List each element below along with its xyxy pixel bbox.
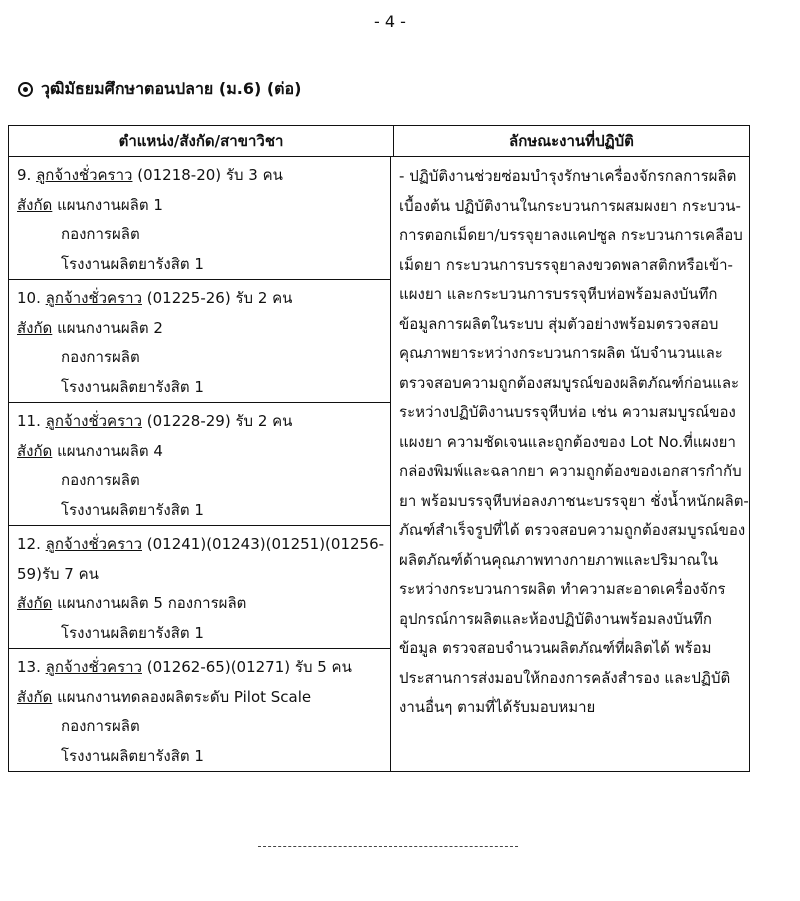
duties-line: - ปฏิบัติงานช่วยซ่อมบำรุงรักษาเครื่องจักรกลการผลิต xyxy=(399,167,737,185)
duties-line: ข้อมูลการผลิตในระบบ สุ่มตัวอย่างพร้อมตรวจสอบ xyxy=(399,314,719,333)
duties-line: เม็ดยา กระบวนการบรรจุยาลงขวดพลาสติกหรือเข้า- xyxy=(399,255,733,274)
entry-title-line xyxy=(17,530,384,560)
entry-number: 11. xyxy=(17,412,41,430)
affiliation-line xyxy=(17,589,384,619)
affiliation-line xyxy=(17,683,384,713)
duties-line: อุปกรณ์การผลิตและห้องปฏิบัติงานพร้อมลงบันทึก xyxy=(399,609,712,628)
position-name: ลูกจ้างชั่วคราว xyxy=(45,412,142,430)
entry-title-line xyxy=(17,284,384,314)
position-name: ลูกจ้างชั่วคราว xyxy=(45,289,142,307)
entry-title-line xyxy=(17,653,384,683)
division-line: กองการผลิต xyxy=(61,717,140,735)
position-entry-13 xyxy=(9,649,390,771)
duties-description xyxy=(399,162,749,723)
position-code: (01262-65)(01271) รับ 5 คน xyxy=(146,658,352,676)
affiliation-label: สังกัด xyxy=(17,441,53,460)
duties-line: ตรวจสอบความถูกต้องสมบูรณ์ของผลิตภัณฑ์ก่อนและ xyxy=(399,373,740,392)
duties-line: แผงยา และกระบวนการบรรจุหีบห่อพร้อมลงบันทึก xyxy=(399,285,718,303)
affiliation-label: สังกัด xyxy=(17,318,53,337)
duties-line: ประสานการส่งมอบให้กองการคลังสำรอง และปฏิบัติ xyxy=(399,668,731,687)
duties-line: แผงยา ความชัดเจนและถูกต้องของ Lot No.ที่แผงยา xyxy=(399,432,736,451)
affiliation-value: แผนกงานทดลองผลิตระดับ Pilot Scale xyxy=(57,687,312,706)
position-code: (01241)(01243)(01251)(01256- xyxy=(146,535,385,553)
section-heading xyxy=(18,77,301,102)
factory-line: โรงงานผลิตยารังสิต 1 xyxy=(61,377,204,396)
position-entry-11 xyxy=(9,403,390,526)
affiliation-value: แผนกงานผลิต 5 กองการผลิต xyxy=(57,594,247,612)
position-name: ลูกจ้างชั่วคราว xyxy=(36,166,133,184)
affiliation-value: แผนกงานผลิต 4 xyxy=(57,441,163,460)
duties-column xyxy=(391,157,757,771)
affiliation-value: แผนกงานผลิต 2 xyxy=(57,318,163,337)
table-body xyxy=(9,157,749,771)
entry-title-line xyxy=(17,161,384,191)
duties-line: ข้อมูล ตรวจสอบจำนวนผลิตภัณฑ์ที่ผลิตได้ พร้อม xyxy=(399,639,712,657)
positions-column xyxy=(9,157,391,771)
position-code: (01218-20) รับ 3 คน xyxy=(137,166,283,184)
division-line: กองการผลิต xyxy=(61,471,140,489)
position-name: ลูกจ้างชั่วคราว xyxy=(45,658,142,676)
header-position-column: ตำแหน่ง/สังกัด/สาขาวิชา xyxy=(9,126,394,156)
position-name: ลูกจ้างชั่วคราว xyxy=(45,535,142,553)
division-line: กองการผลิต xyxy=(61,348,140,366)
entry-number: 10. xyxy=(17,289,41,307)
factory-line: โรงงานผลิตยารังสิต 1 xyxy=(61,500,204,519)
affiliation-label: สังกัด xyxy=(17,594,53,612)
table-header xyxy=(9,126,749,157)
affiliation-value: แผนกงานผลิต 1 xyxy=(57,195,163,214)
header-duties-column: ลักษณะงานที่ปฏิบัติ xyxy=(509,132,634,150)
factory-line: โรงงานผลิตยารังสิต 1 xyxy=(61,254,204,273)
entry-title-line xyxy=(17,407,384,437)
duties-line: ผลิตภัณฑ์ด้านคุณภาพทางกายภาพและปริมาณใน xyxy=(399,550,719,569)
affiliation-line xyxy=(17,314,384,344)
duties-line: ภัณฑ์สำเร็จรูปที่ได้ ตรวจสอบความถูกต้องสมบูรณ์ของ xyxy=(399,521,746,539)
footer-divider xyxy=(258,846,518,847)
duties-line: คุณภาพยาระหว่างกระบวนการผลิต นับจำนวนและ xyxy=(399,344,723,362)
duties-line: การตอกเม็ดยา/บรรจุยาลงแคปซูล กระบวนการเคลือบ xyxy=(399,226,743,244)
duties-line: เบื้องต้น ปฏิบัติงานในกระบวนการผสมผงยา กระบวน- xyxy=(399,196,741,215)
position-code: (01225-26) รับ 2 คน xyxy=(146,289,293,307)
positions-table xyxy=(8,125,750,772)
duties-line: ระหว่างกระบวนการผลิต ทำความสะอาดเครื่องจักร xyxy=(399,580,726,598)
division-line: กองการผลิต xyxy=(61,225,140,243)
factory-line: โรงงานผลิตยารังสิต 1 xyxy=(61,746,204,765)
position-code: (01228-29) รับ 2 คน xyxy=(146,412,293,430)
duties-line: ระหว่างปฏิบัติงานบรรจุหีบห่อ เช่น ความสมบูรณ์ของ xyxy=(399,403,736,421)
position-entry-10 xyxy=(9,280,390,403)
position-entry-9 xyxy=(9,157,390,280)
entry-number: 13. xyxy=(17,658,41,676)
duties-line: กล่องพิมพ์และฉลากยา ความถูกต้องของเอกสารกำกับ xyxy=(399,462,742,480)
section-heading-text: วุฒิมัธยมศึกษาตอนปลาย (ม.6) (ต่อ) xyxy=(41,79,302,98)
entry-number: 12. xyxy=(17,535,41,553)
entry-number: 9. xyxy=(17,166,32,184)
page-number: - 4 - xyxy=(374,12,406,31)
radio-bullet-icon xyxy=(18,82,33,97)
affiliation-line xyxy=(17,437,384,467)
affiliation-label: สังกัด xyxy=(17,195,53,214)
factory-line: โรงงานผลิตยารังสิต 1 xyxy=(61,623,204,642)
duties-line: งานอื่นๆ ตามที่ได้รับมอบหมาย xyxy=(399,698,596,716)
duties-line: ยา พร้อมบรรจุหีบห่อลงภาชนะบรรจุยา ชั่งน้ำหนักผลิต- xyxy=(399,491,749,510)
affiliation-line xyxy=(17,191,384,221)
position-code-continued: 59)รับ 7 คน xyxy=(17,564,99,583)
affiliation-label: สังกัด xyxy=(17,687,53,706)
position-entry-12 xyxy=(9,526,390,649)
